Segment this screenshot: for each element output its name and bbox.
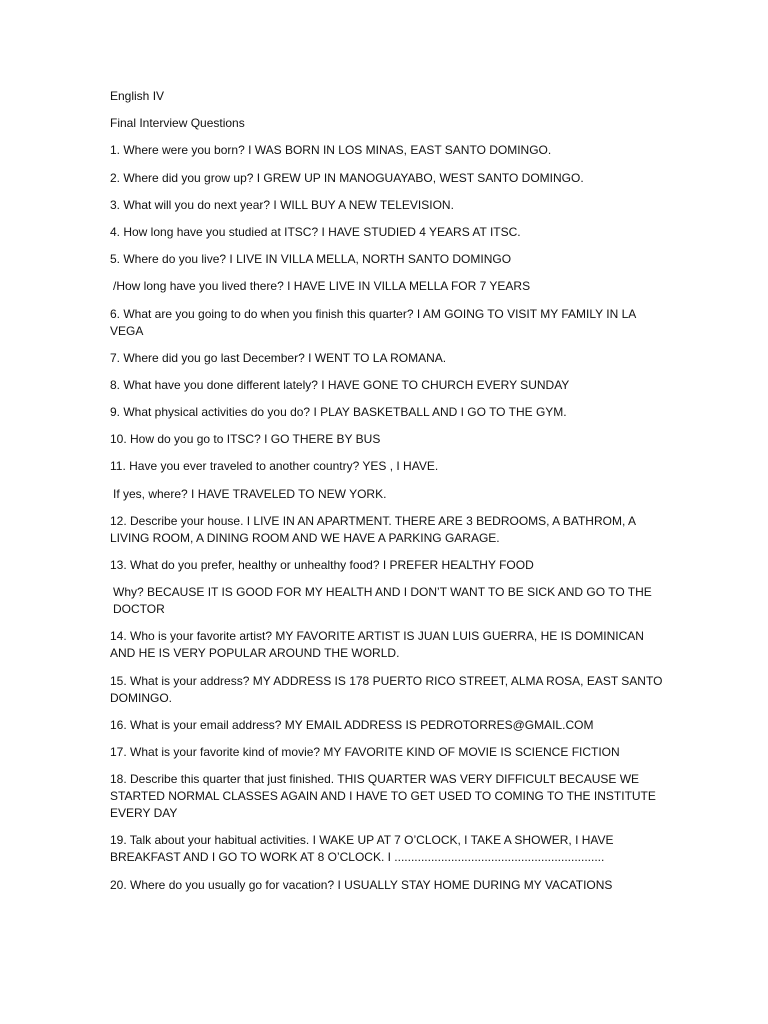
document-title: English IV [110, 89, 165, 103]
question-18: 18. Describe this quarter that just finished. THIS QUARTER WAS VERY DIFFICULT BECAUSE WE STARTED NORMAL CLASSES AGAIN AND I HAVE TO GET USED TO COMING TO THE INSTITUTE EVERY DAY [110, 772, 656, 821]
question-3: 3. What will you do next year? I WILL BUY A NEW TELEVISION. [110, 197, 454, 212]
question-1: 1. Where were you born? I WAS BORN IN LOS MINAS, EAST SANTO DOMINGO. [110, 143, 552, 158]
question-11-followup: If yes, where? I HAVE TRAVELED TO NEW YORK. [113, 486, 387, 501]
question-13: 13. What do you prefer, healthy or unhealthy food? I PREFER HEALTHY FOOD [110, 558, 534, 572]
question-6: 6. What are you going to do when you finish this quarter? I AM GOING TO VISIT MY FAMILY IN LA VEGA [110, 306, 636, 338]
question-7: 7. Where did you go last December? I WENT TO LA ROMANA. [110, 350, 447, 365]
question-9: 9. What physical activities do you do? I PLAY BASKETBALL AND I GO TO THE GYM. [110, 405, 567, 420]
question-16: 16. What is your email address? MY EMAIL ADDRESS IS PEDROTORRES@GMAIL.COM [110, 717, 594, 732]
question-4: 4. How long have you studied at ITSC? I HAVE STUDIED 4 YEARS AT ITSC. [110, 224, 521, 239]
document-content [110, 88, 670, 904]
question-17: 17. What is your favorite kind of movie? MY FAVORITE KIND OF MOVIE IS SCIENCE FICTION [110, 744, 620, 759]
question-2: 2. Where did you grow up? I GREW UP IN MANOGUAYABO, WEST SANTO DOMINGO. [110, 170, 584, 185]
question-5: 5. Where do you live? I LIVE IN VILLA MELLA, NORTH SANTO DOMINGO [110, 252, 512, 267]
question-20: 20. Where do you usually go for vacation? I USUALLY STAY HOME DURING MY VACATIONS [110, 877, 613, 892]
question-10: 10. How do you go to ITSC? I GO THERE BY BUS [110, 432, 381, 447]
question-8: 8. What have you done different lately? I HAVE GONE TO CHURCH EVERY SUNDAY [110, 377, 570, 392]
question-19: 19. Talk about your habitual activities. I WAKE UP AT 7 O’CLOCK, I TAKE A SHOWER, I HAVE BREAKFAST AND I GO TO WORK AT 8 O’CLOCK. I ............................................................... [110, 833, 614, 865]
question-14: 14. Who is your favorite artist? MY FAVORITE ARTIST IS JUAN LUIS GUERRA, HE IS DOMINICAN AND HE IS VERY POPULAR AROUND THE WORLD. [110, 629, 644, 661]
question-11: 11. Have you ever traveled to another country? YES , I HAVE. [110, 459, 439, 474]
document-subtitle: Final Interview Questions [110, 116, 245, 131]
question-13-followup: Why? BECAUSE IT IS GOOD FOR MY HEALTH AND I DON’T WANT TO BE SICK AND GO TO THE DOCTOR [113, 585, 652, 617]
question-15: 15. What is your address? MY ADDRESS IS 178 PUERTO RICO STREET, ALMA ROSA, EAST SANTO DOMINGO. [110, 673, 663, 705]
question-12: 12. Describe your house. I LIVE IN AN APARTMENT. THERE ARE 3 BEDROOMS, A BATHROM, A LIVING ROOM, A DINING ROOM AND WE HAVE A PARKING GARAGE. [110, 513, 636, 545]
question-5-followup: /How long have you lived there? I HAVE LIVE IN VILLA MELLA FOR 7 YEARS [113, 279, 531, 294]
